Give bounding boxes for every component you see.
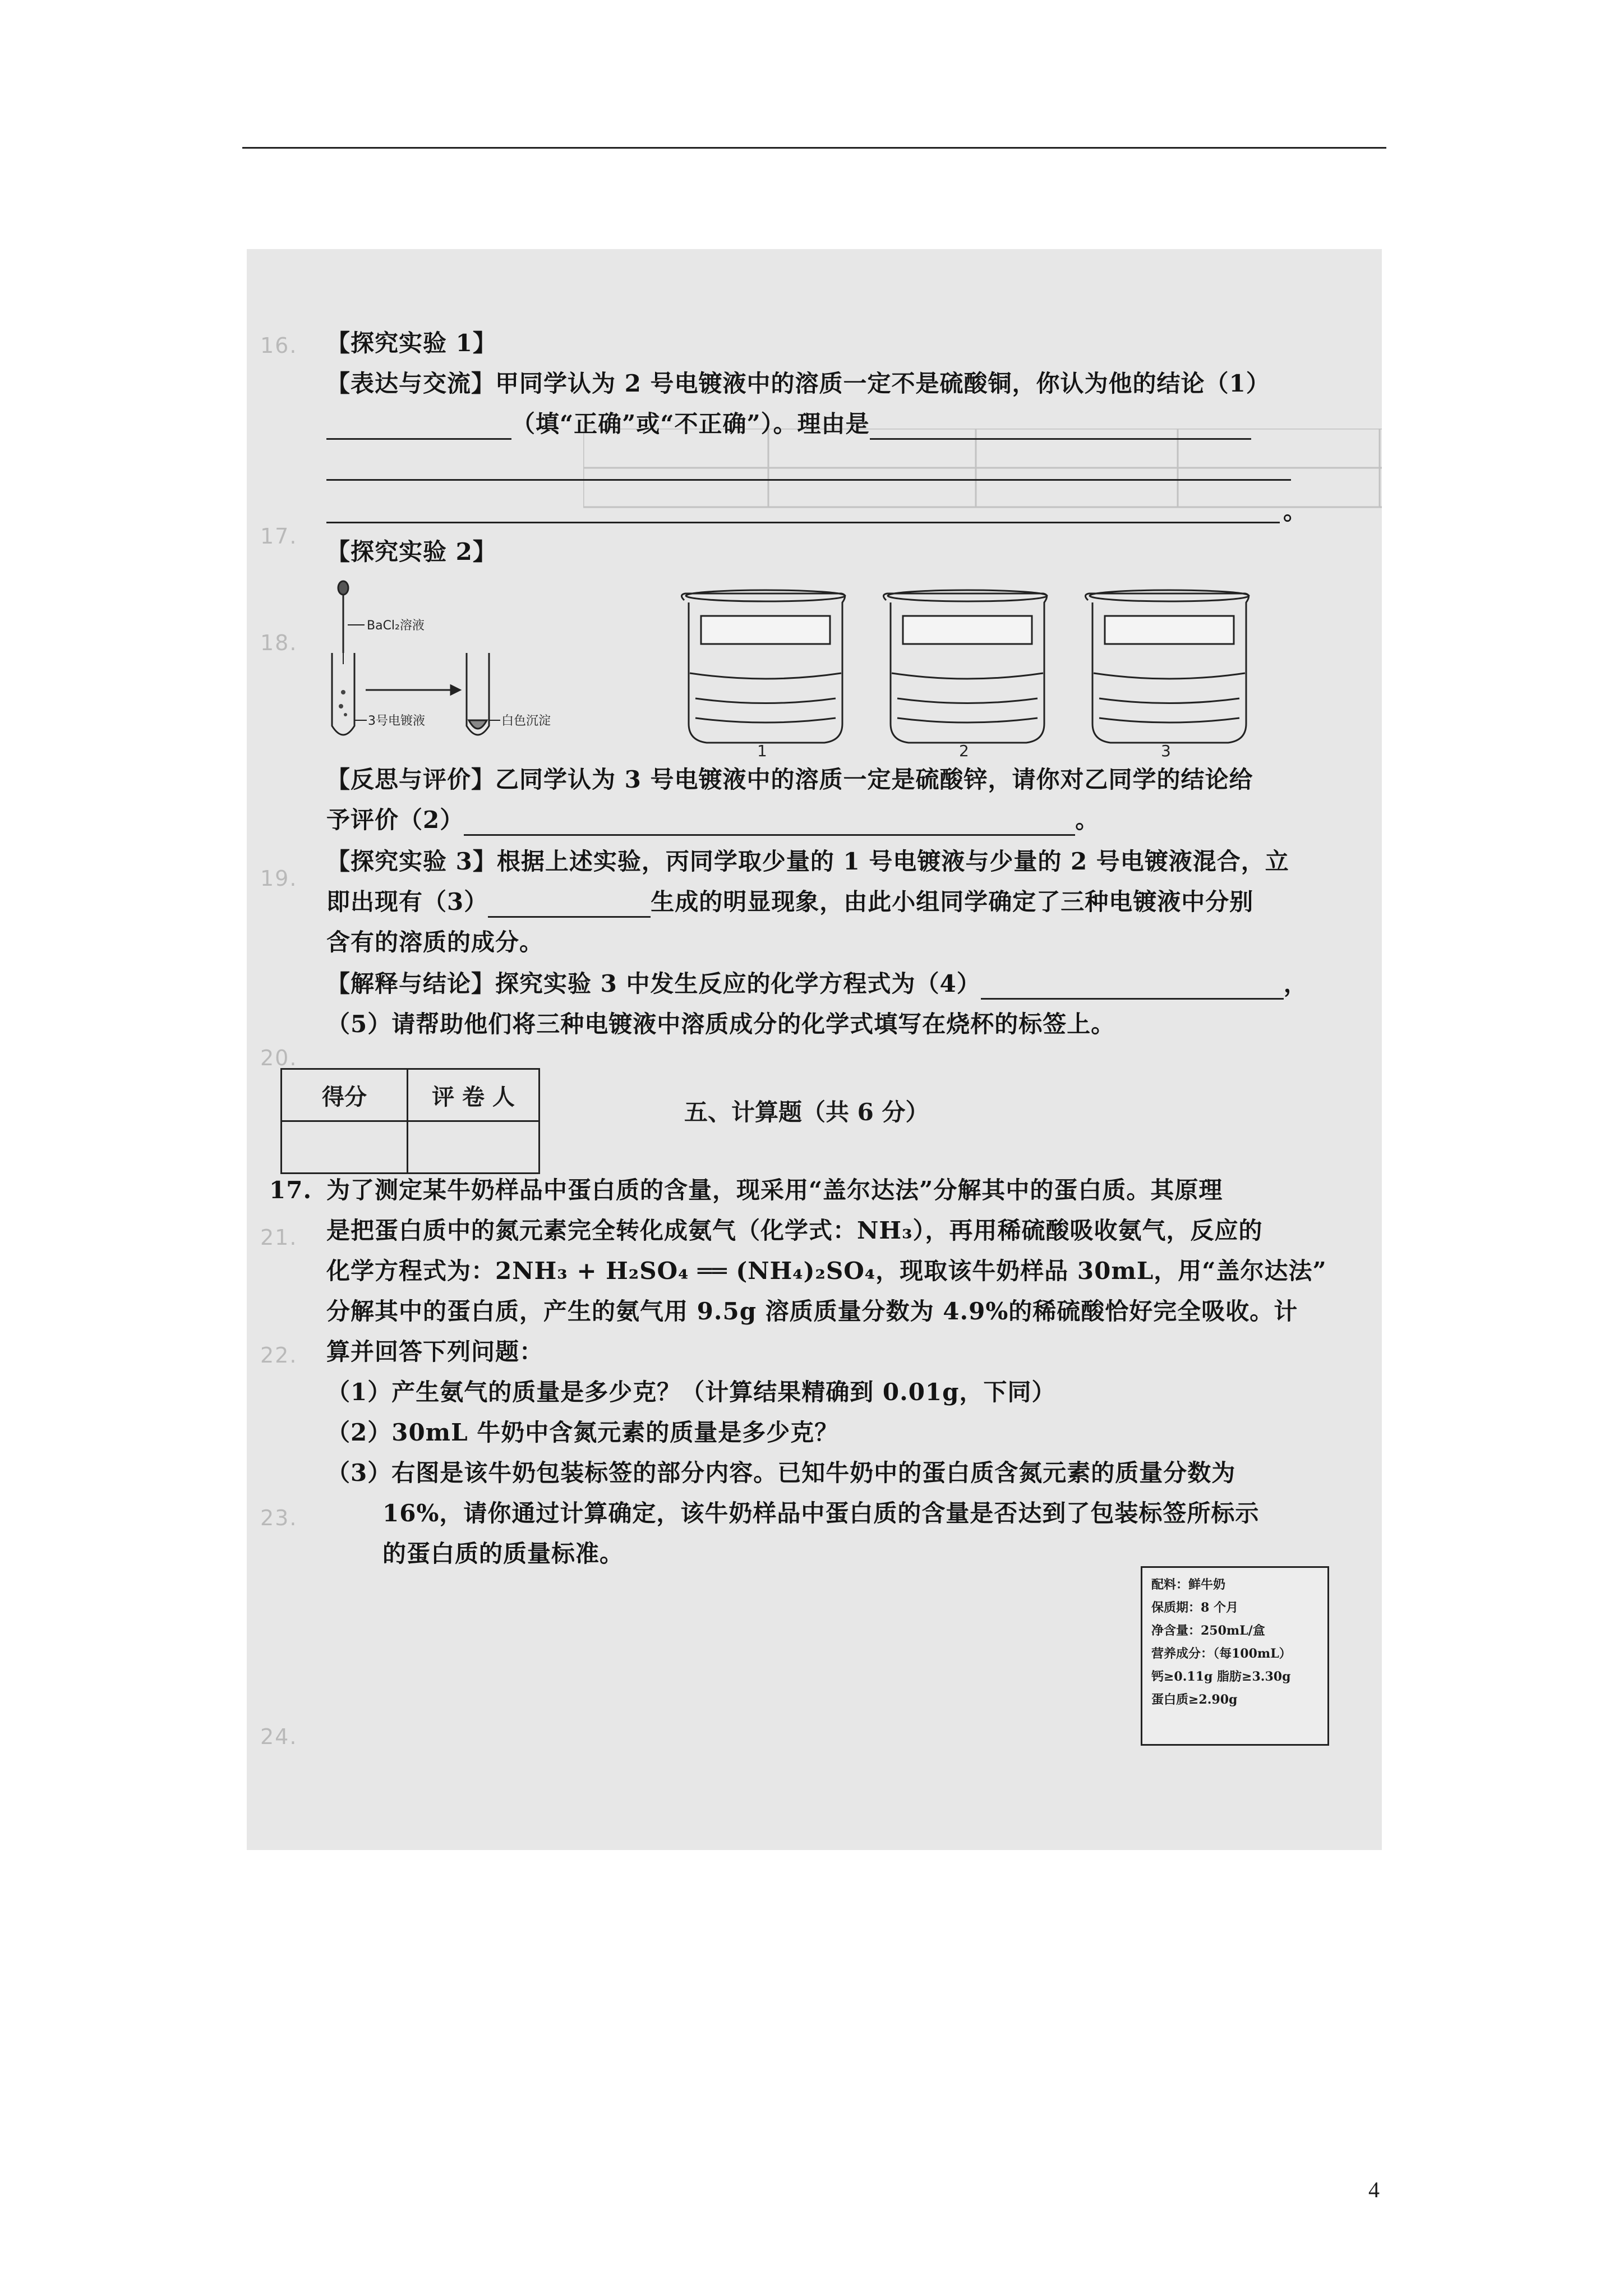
label-protein: 蛋白质≥2.90g — [1151, 1692, 1238, 1707]
question-line: 算并回答下列问题： — [326, 1338, 544, 1365]
bleed-through-number: 20. — [260, 1046, 298, 1070]
experiment1-heading: 【探究实验 1】 — [326, 329, 497, 357]
sub-question-3-line: 的蛋白质的质量标准。 — [382, 1540, 624, 1567]
expression-mid: （填“正确”或“不正确”）。理由是 — [511, 410, 870, 438]
scanned-page — [247, 249, 1382, 1850]
sub-question-3-line: 16%，请你通过计算确定，该牛奶样品中蛋白质的含量是否达到了包装标签所标示 — [382, 1499, 1260, 1527]
expression-end-mark: 。 — [1283, 498, 1308, 525]
expression-text: 甲同学认为 2 号电镀液中的溶质一定不是硫酸铜，你认为他的结论（1） — [495, 370, 1270, 397]
bleed-through-number: 23. — [260, 1506, 298, 1530]
reflection-text: 乙同学认为 3 号电镀液中的溶质一定是硫酸锌，请你对乙同学的结论给 — [495, 766, 1253, 793]
phenomenon-blank[interactable] — [488, 891, 651, 918]
header-rule — [242, 147, 1386, 149]
evaluation-blank[interactable] — [464, 809, 1075, 836]
score-cell[interactable] — [282, 1121, 408, 1174]
sub-question-2: （2）30mL 牛奶中含氮元素的质量是多少克？ — [326, 1419, 839, 1446]
expression-line2 — [326, 408, 1251, 440]
label-net-content: 净含量：250mL/盒 — [1151, 1623, 1265, 1638]
experiment3-line1 — [326, 846, 1289, 877]
question-line: 化学方程式为：2NH₃ + H₂SO₄ ══ (NH₄)₂SO₄，现取该牛奶样品 30mL，用“盖尔达法” — [326, 1257, 1327, 1285]
experiment3-line3: 含有的溶质的成分。 — [326, 928, 544, 956]
bleed-through-number: 19. — [260, 866, 298, 891]
reason-blank-line[interactable] — [326, 522, 1280, 523]
sub-question-3-line: （3）右图是该牛奶包装标签的部分内容。已知牛奶中的蛋白质含氮元素的质量分数为 — [326, 1459, 1236, 1487]
expression-lead: 【表达与交流】 — [326, 370, 496, 397]
conclusion-line2: （5）请帮助他们将三种电镀液中溶质成分的化学式填写在烧杯的标签上。 — [326, 1010, 1115, 1038]
beaker-3-number: 3 — [1161, 742, 1171, 757]
bleed-through-number: 16. — [260, 333, 298, 358]
experiment3-lead: 【探究实验 3】 — [326, 848, 497, 875]
labeled-beakers-figure — [673, 589, 1279, 757]
reason-blank[interactable] — [870, 413, 1251, 440]
question-line: 是把蛋白质中的氮元素完全转化成氨气（化学式：NH₃），再用稀硫酸吸收氨气，反应的 — [326, 1217, 1263, 1244]
bleed-through-number: 24. — [260, 1724, 298, 1749]
question-number: 17. — [269, 1176, 312, 1204]
reflection-prompt: 予评价（2） — [326, 806, 464, 834]
experiment2-heading: 【探究实验 2】 — [326, 538, 497, 565]
experiment3-cont: 生成的明显现象，由此小组同学确定了三种电镀液中分别 — [651, 888, 1254, 915]
conclusion-lead: 【解释与结论】 — [326, 970, 496, 997]
equation-blank[interactable] — [981, 973, 1284, 1000]
beaker-3 — [1085, 590, 1249, 743]
conclusion-line1 — [326, 968, 1308, 1000]
score-table — [280, 1068, 540, 1174]
reflection-line2 — [326, 804, 1099, 836]
reflection-line1 — [326, 764, 1253, 795]
label-ingredients: 配料：鲜牛奶 — [1151, 1577, 1226, 1592]
experiment3-prompt: 即出现有（3） — [326, 888, 488, 915]
milk-package-label — [1141, 1566, 1329, 1746]
section-title: 五、计算题（共 6 分） — [684, 1098, 929, 1126]
grader-cell[interactable] — [408, 1121, 540, 1174]
reflection-lead: 【反思与评价】 — [326, 766, 496, 793]
label-calcium-fat: 钙≥0.11g 脂肪≥3.30g — [1151, 1669, 1291, 1684]
reflection-end-mark: 。 — [1075, 806, 1100, 834]
question-line: 分解其中的蛋白质，产生的氨气用 9.5g 溶质质量分数为 4.9%的稀硫酸恰好完全吸收。计 — [326, 1297, 1298, 1325]
score-header: 得分 — [282, 1069, 408, 1121]
bleed-through-number: 17. — [260, 524, 298, 549]
experiment3-text: 根据上述实验，丙同学取少量的 1 号电镀液与少量的 2 号电镀液混合，立 — [496, 848, 1289, 875]
sub-question-1: （1）产生氨气的质量是多少克？（计算结果精确到 0.01g，下同） — [326, 1378, 1056, 1406]
question-line: 为了测定某牛奶样品中蛋白质的含量，现采用“盖尔达法”分解其中的蛋白质。其原理 — [326, 1176, 1223, 1204]
tube-label: 3号电镀液 — [368, 714, 425, 728]
expression-line1 — [326, 368, 1270, 399]
precipitate-label: 白色沉淀 — [501, 714, 551, 728]
beaker-1 — [681, 590, 845, 743]
bleed-through-number: 22. — [260, 1343, 298, 1368]
experiment3-line2 — [326, 886, 1253, 918]
page-number: 4 — [1368, 2177, 1380, 2202]
label-nutrition: 营养成分：（每100mL） — [1151, 1646, 1292, 1661]
answer-blank-1[interactable] — [326, 413, 511, 440]
dropper-label: BaCl₂溶液 — [367, 619, 425, 633]
bleed-through-table — [583, 429, 1382, 513]
grader-header: 评 卷 人 — [408, 1069, 540, 1121]
reason-blank-line[interactable] — [326, 479, 1291, 481]
conclusion-text: 探究实验 3 中发生反应的化学方程式为（4） — [495, 970, 981, 997]
beaker-2 — [883, 590, 1047, 743]
bacl2-test-figure — [326, 580, 562, 748]
beaker-1-number: 1 — [757, 742, 767, 757]
beaker-2-number: 2 — [959, 742, 969, 757]
label-shelf-life: 保质期：8 个月 — [1151, 1600, 1238, 1615]
bleed-through-number: 18. — [260, 631, 298, 655]
conclusion-end-mark: ， — [1283, 970, 1308, 997]
bleed-through-number: 21. — [260, 1225, 298, 1250]
